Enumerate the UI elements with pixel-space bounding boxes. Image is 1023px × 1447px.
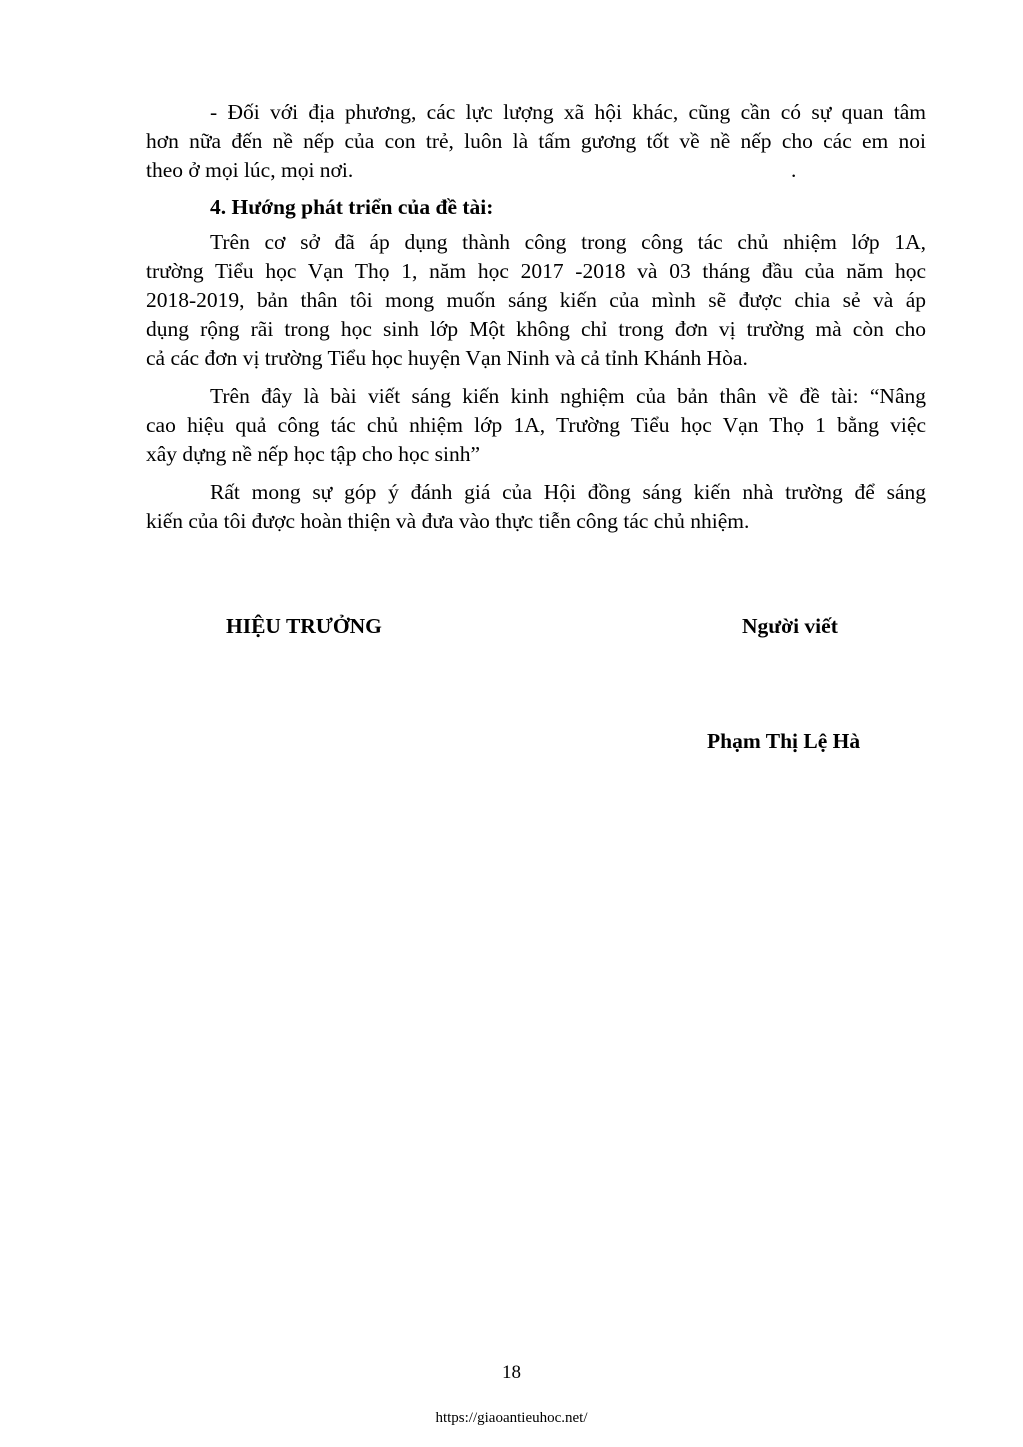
- text-line: 2018-2019, bản thân tôi mong muốn sáng kiến của mình sẽ được chia sẻ và áp: [146, 288, 926, 312]
- text-line: cả các đơn vị trường Tiểu học huyện Vạn Ninh và cả tỉnh Khánh Hòa.: [146, 346, 748, 370]
- writer-title: Người viết: [742, 614, 838, 638]
- paragraph-local-community: [146, 98, 926, 185]
- text-line: theo ở mọi lúc, mọi nơi.: [146, 158, 354, 182]
- text-line: hơn nữa đến nề nếp của con trẻ, luôn là tấm gương tốt về nề nếp cho các em noi: [146, 129, 926, 153]
- text-line: - Đối với địa phương, các lực lượng xã hội khác, cũng cần có sự quan tâm: [210, 100, 926, 124]
- text-line: trường Tiểu học Vạn Thọ 1, năm học 2017 -2018 và 03 tháng đầu của năm học: [146, 259, 926, 283]
- paragraph-development: [146, 228, 926, 373]
- principal-title: HIỆU TRƯỞNG: [226, 614, 382, 638]
- text-line: xây dựng nề nếp học tập cho học sinh”: [146, 442, 481, 466]
- writer-name: Phạm Thị Lệ Hà: [707, 729, 861, 753]
- trailing-dot: .: [791, 158, 797, 182]
- text-line: dụng rộng rãi trong học sinh lớp Một không chỉ trong đơn vị trường mà còn cho: [146, 317, 926, 341]
- paragraph-summary: [146, 382, 926, 469]
- section-heading: 4. Hướng phát triển của đề tài:: [210, 195, 494, 219]
- footer-url[interactable]: https://giaoantieuhoc.net/: [435, 1410, 588, 1426]
- paragraph-request-feedback: [146, 478, 926, 536]
- text-line: kiến của tôi được hoàn thiện và đưa vào thực tiễn công tác chủ nhiệm.: [146, 509, 750, 533]
- document-body: [146, 98, 926, 536]
- text-line: Trên đây là bài viết sáng kiến kinh nghiệm của bản thân về đề tài: “Nâng: [210, 384, 926, 408]
- page-number: 18: [502, 1362, 521, 1383]
- text-line: Trên cơ sở đã áp dụng thành công trong công tác chủ nhiệm lớp 1A,: [210, 230, 926, 254]
- text-line: Rất mong sự góp ý đánh giá của Hội đồng sáng kiến nhà trường để sáng: [210, 480, 926, 504]
- text-line: cao hiệu quả công tác chủ nhiệm lớp 1A, Trường Tiểu học Vạn Thọ 1 bằng việc: [146, 413, 926, 437]
